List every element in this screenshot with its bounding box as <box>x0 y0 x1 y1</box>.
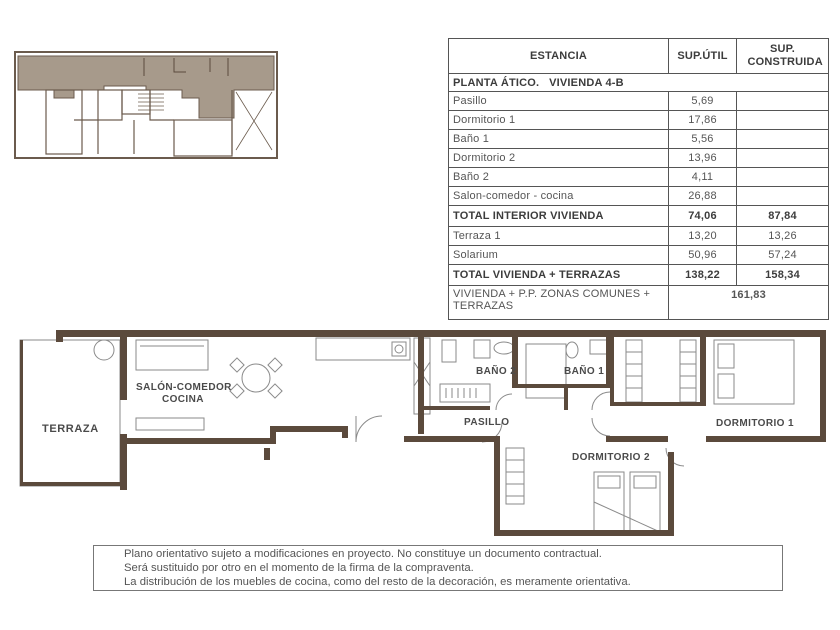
room-useful: 4,11 <box>669 168 737 187</box>
south-wall-living <box>120 438 276 444</box>
table-row <box>449 149 829 168</box>
label-dormitorio2: DORMITORIO 2 <box>572 452 650 463</box>
header-sup-util: SUP.ÚTIL <box>669 39 737 74</box>
table-row <box>449 111 829 130</box>
total-interior-built: 87,84 <box>737 206 829 227</box>
total-interior-row <box>449 206 829 227</box>
room-name: Pasillo <box>449 92 669 111</box>
terrace-outline <box>20 340 120 486</box>
east-wall <box>820 330 826 442</box>
walls-group <box>20 330 826 536</box>
section-title: PLANTA ÁTICO. VIVIENDA 4-B <box>449 74 829 92</box>
double-bed <box>714 340 794 404</box>
room-built <box>737 187 829 206</box>
south-wall-corridor <box>404 436 500 442</box>
disclaimer-line: La distribución de los muebles de cocina, como del resto de la decoración, es meramente orientativa. <box>124 576 631 588</box>
label-dormitorio1: DORMITORIO 1 <box>716 418 794 429</box>
section-row <box>449 74 829 92</box>
disclaimer-line: Será sustituido por otro en el momento de la firma de la compraventa. <box>124 562 474 574</box>
disclaimer-line: Plano orientativo sujeto a modificaciones en proyecto. No constituye un documento contractual. <box>124 548 602 560</box>
table-row <box>449 246 829 265</box>
wardrobe-2 <box>680 340 696 402</box>
table-row <box>449 227 829 246</box>
header-sup-construida-text: SUP. CONSTRUIDA <box>747 43 823 68</box>
terrace-plant <box>94 340 114 360</box>
header-estancia: ESTANCIA <box>449 39 669 74</box>
room-name: Dormitorio 2 <box>449 149 669 168</box>
total-terraces-label: TOTAL VIVIENDA + TERRAZAS <box>449 265 669 286</box>
room-built <box>737 92 829 111</box>
room-name: Baño 2 <box>449 168 669 187</box>
header-sup-construida <box>737 39 829 74</box>
terrace-built: 57,24 <box>737 246 829 265</box>
room-useful: 5,56 <box>669 130 737 149</box>
room-built <box>737 111 829 130</box>
room-useful: 26,88 <box>669 187 737 206</box>
sideboard <box>136 418 204 430</box>
total-interior-label: TOTAL INTERIOR VIVIENDA <box>449 206 669 227</box>
label-pasillo: PASILLO <box>464 417 510 428</box>
room-name: Salon-comedor - cocina <box>449 187 669 206</box>
kitchen-partition <box>418 330 424 434</box>
sofa <box>136 340 208 370</box>
total-terraces-row <box>449 265 829 286</box>
surface-table <box>448 38 829 320</box>
room-built <box>737 130 829 149</box>
furniture-group <box>20 338 794 532</box>
room-built <box>737 168 829 187</box>
total-interior-useful: 74,06 <box>669 206 737 227</box>
south-wall-dorm2 <box>494 530 674 536</box>
common-areas-row <box>449 286 829 320</box>
table-row <box>449 130 829 149</box>
label-salon-line1: SALÓN-COMEDOR <box>136 382 232 393</box>
dining-table <box>242 364 270 392</box>
terrace-built: 13,26 <box>737 227 829 246</box>
wardrobe-1 <box>626 340 642 402</box>
key-plan-thumbnail <box>14 50 280 162</box>
room-built <box>737 149 829 168</box>
table-row <box>449 168 829 187</box>
label-bano1: BAÑO 1 <box>564 366 605 377</box>
disclaimer-box <box>93 545 783 591</box>
table-row <box>449 92 829 111</box>
label-terraza: TERRAZA <box>42 423 99 435</box>
room-useful: 17,86 <box>669 111 737 130</box>
west-wall-dorm2 <box>494 436 500 536</box>
room-name: Baño 1 <box>449 130 669 149</box>
kitchen-counter <box>316 338 410 360</box>
room-useful: 13,96 <box>669 149 737 168</box>
table-header-row <box>449 39 829 74</box>
label-bano2: BAÑO 2 <box>476 366 517 377</box>
floor-plan <box>16 326 826 542</box>
terrace-useful: 13,20 <box>669 227 737 246</box>
table-row <box>449 187 829 206</box>
north-wall <box>56 330 826 337</box>
bath-2-cabinet <box>440 384 490 402</box>
common-areas-label: VIVIENDA + P.P. ZONAS COMUNES + TERRAZAS <box>449 286 669 320</box>
terrace-name: Terraza 1 <box>449 227 669 246</box>
bathtub <box>526 344 566 398</box>
total-terraces-built: 158,34 <box>737 265 829 286</box>
total-terraces-useful: 138,22 <box>669 265 737 286</box>
terrace-name: Solarium <box>449 246 669 265</box>
room-useful: 5,69 <box>669 92 737 111</box>
common-areas-value: 161,83 <box>669 286 829 320</box>
label-salon-line2: COCINA <box>162 394 204 405</box>
terrace-useful: 50,96 <box>669 246 737 265</box>
room-name: Dormitorio 1 <box>449 111 669 130</box>
